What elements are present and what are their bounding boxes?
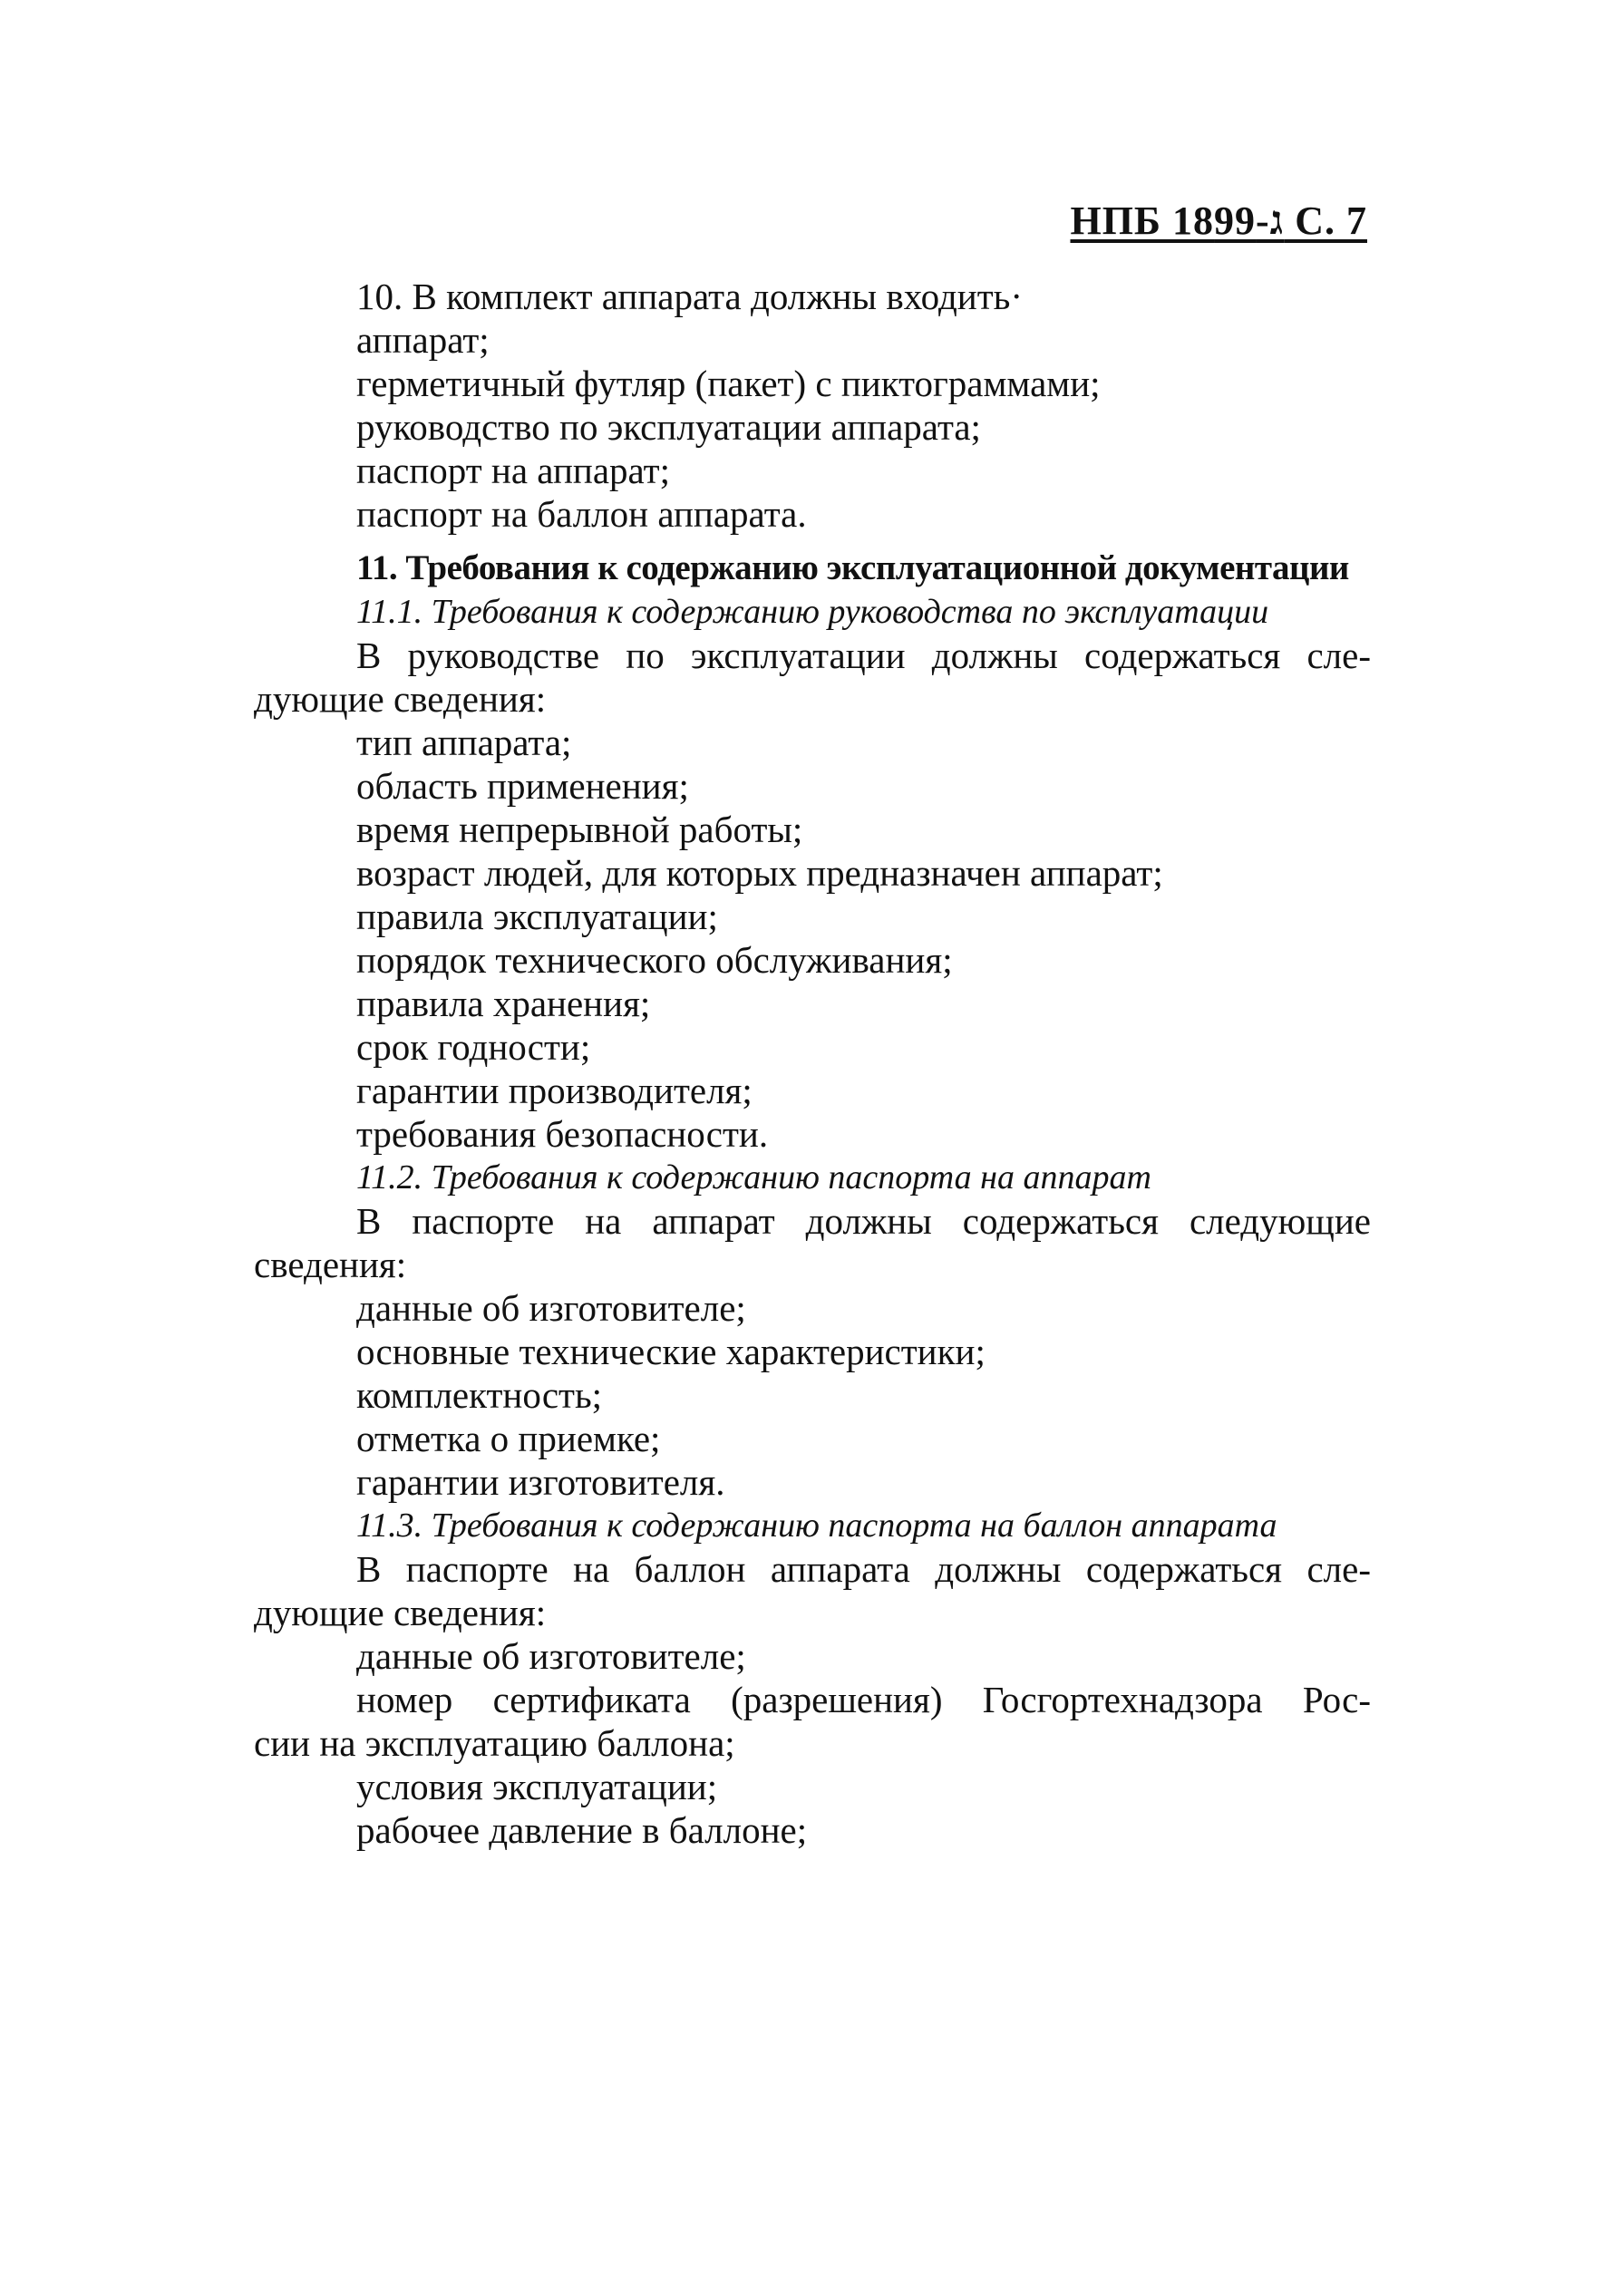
list-item: паспорт на баллон аппарата. bbox=[356, 493, 807, 535]
paragraph-line: дующие сведения: bbox=[254, 678, 547, 720]
list-item: отметка о приемке; bbox=[356, 1418, 661, 1459]
section-11-heading: 11. Требования к содержанию эксплуатационной документации bbox=[356, 548, 1349, 587]
list-item: комплектность; bbox=[356, 1374, 603, 1416]
page-body bbox=[254, 275, 1371, 1852]
subsection-11-1-heading: 11.1. Требования к содержанию руководства по эксплуатации bbox=[356, 593, 1269, 631]
list-item: условия эксплуатации; bbox=[356, 1766, 718, 1807]
list-item: срок годности; bbox=[356, 1026, 591, 1068]
subsection-11-2-heading: 11.2. Требования к содержанию паспорта на аппарат bbox=[356, 1158, 1151, 1196]
list-item: данные об изготовителе; bbox=[356, 1287, 746, 1329]
paragraph-line: В паспорте на баллон аппарата должны содержаться сле- bbox=[356, 1548, 1371, 1590]
list-item: правила хранения; bbox=[356, 983, 651, 1024]
list-item: основные технические характеристики; bbox=[356, 1331, 986, 1372]
list-item: правила эксплуатации; bbox=[356, 896, 718, 937]
list-item: номер сертификата (разрешения) Госгортехнадзора Рос- bbox=[356, 1679, 1371, 1720]
list-item: тип аппарата; bbox=[356, 722, 572, 763]
paragraph-line: В руководстве по эксплуатации должны содержаться сле- bbox=[356, 635, 1371, 676]
list-item: область применения; bbox=[356, 765, 689, 807]
list-item: гарантии производителя; bbox=[356, 1070, 753, 1111]
list-item: аппарат; bbox=[356, 319, 490, 361]
list-item: требования безопасности. bbox=[356, 1113, 769, 1155]
paragraph-line: дующие сведения: bbox=[254, 1592, 547, 1633]
paragraph-line: сведения: bbox=[254, 1244, 407, 1285]
list-item: порядок технического обслуживания; bbox=[356, 939, 953, 981]
list-item: время непрерывной работы; bbox=[356, 809, 803, 850]
paragraph-line: В паспорте на аппарат должны содержаться следующие bbox=[356, 1200, 1371, 1242]
list-item: рабочее давление в баллоне; bbox=[356, 1809, 808, 1851]
list-item: возраст людей, для которых предназначен аппарат; bbox=[356, 852, 1163, 894]
page-header-doc-ref: НПБ 18ג-99 С. 7 bbox=[1070, 199, 1367, 243]
section-10-intro: 10. В комплект аппарата должны входить· bbox=[356, 276, 1024, 317]
list-item: гарантии изготовителя. bbox=[356, 1461, 725, 1503]
list-item: паспорт на аппарат; bbox=[356, 450, 670, 491]
list-item: герметичный футляр (пакет) с пиктограммами; bbox=[356, 363, 1101, 404]
list-item: данные об изготовителе; bbox=[356, 1635, 746, 1677]
subsection-11-3-heading: 11.3. Требования к содержанию паспорта на баллон аппарата bbox=[356, 1506, 1277, 1545]
list-item: руководство по эксплуатации аппарата; bbox=[356, 406, 981, 448]
list-item-continuation: сии на эксплуатацию баллона; bbox=[254, 1722, 735, 1764]
